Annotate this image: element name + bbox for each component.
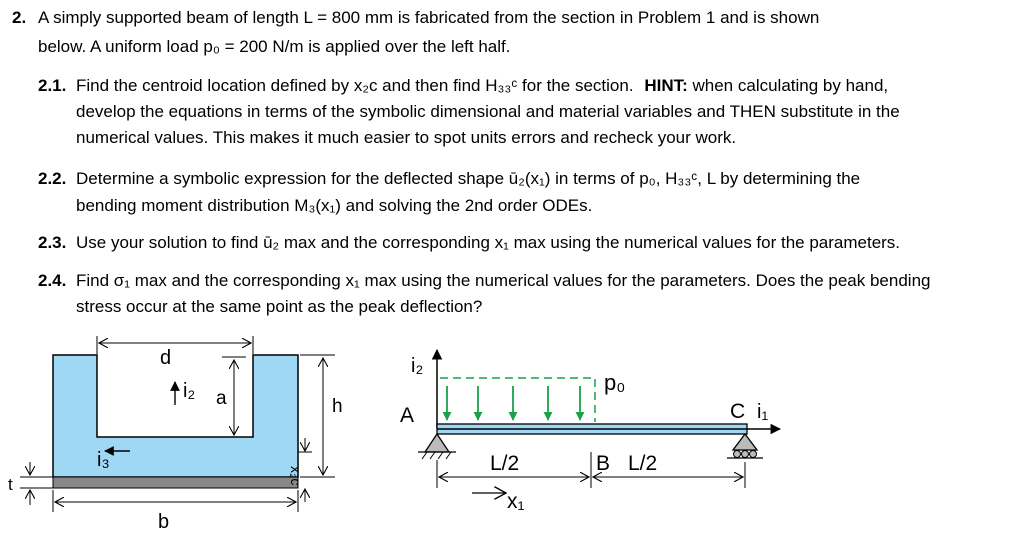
section-label-i3: i₃ [97, 449, 110, 471]
label-t: t [8, 475, 13, 494]
beam-label-i1: i₁ [757, 401, 769, 423]
part-2-4-line-1: Find σ₁ max and the corresponding x₁ max using the numerical values for the parameters. Does the peak bending [76, 271, 931, 290]
part-2-3-line-1: Use your solution to find ū₂ max and the corresponding x₁ max using the numerical values for the parameters. [76, 233, 901, 252]
part-2-3-number: 2.3. [38, 233, 67, 252]
beam-label-i2: i₂ [411, 355, 424, 377]
label-a: a [216, 388, 227, 409]
part-2-2-number: 2.2. [38, 169, 67, 188]
cross-section-figure [8, 336, 343, 533]
label-h: h [332, 396, 343, 417]
label-b: b [158, 511, 170, 533]
label-x1: x₁ [507, 490, 525, 513]
part-2-4-number: 2.4. [38, 271, 67, 290]
label-A: A [400, 404, 415, 427]
roller-support-C [733, 434, 757, 450]
part-2-2-line-2: bending moment distribution M₃(x₁) and solving the 2nd order ODEs. [76, 196, 593, 215]
distributed-load-outline [440, 378, 595, 422]
part-2-1-number: 2.1. [38, 76, 67, 95]
pin-support-A [425, 434, 449, 452]
label-C: C [730, 400, 746, 423]
label-L2-left: L/2 [490, 452, 520, 475]
hint-text: when calculating by hand, [692, 76, 889, 95]
beam-figure [400, 350, 780, 513]
part-2-2-line-1: Determine a symbolic expression for the deflected shape ū₂(x₁) in terms of p₀, H₃₃ᶜ, L by determining the [76, 169, 861, 188]
section-label-i2: i₂ [183, 380, 196, 402]
problem-line-1: A simply supported beam of length L = 800 mm is fabricated from the section in Problem 1 and is shown [38, 8, 820, 27]
problem-number: 2. [12, 8, 27, 27]
label-B: B [596, 452, 611, 475]
label-d: d [160, 347, 172, 369]
bottom-flange [53, 477, 298, 488]
part-2-1-line-2: develop the equations in terms of the symbolic dimensional and material variables and THEN substitute in the [76, 102, 900, 121]
hint-label: HINT: [644, 76, 688, 95]
part-2-1-line-1-text: Find the centroid location defined by x₂c and then find H₃₃ᶜ for the section. [76, 76, 634, 95]
label-x2c: x₂c [288, 466, 304, 486]
u-section-body [53, 355, 298, 477]
part-2-4-line-2: stress occur at the same point as the peak deflection? [76, 297, 483, 316]
label-L2-right: L/2 [628, 452, 658, 475]
part-2-1-line-3: numerical values. This makes it much easier to spot units errors and recheck your work. [76, 128, 737, 147]
label-p0: p₀ [604, 370, 626, 395]
problem-line-2: below. A uniform load p₀ = 200 N/m is applied over the left half. [38, 37, 511, 56]
